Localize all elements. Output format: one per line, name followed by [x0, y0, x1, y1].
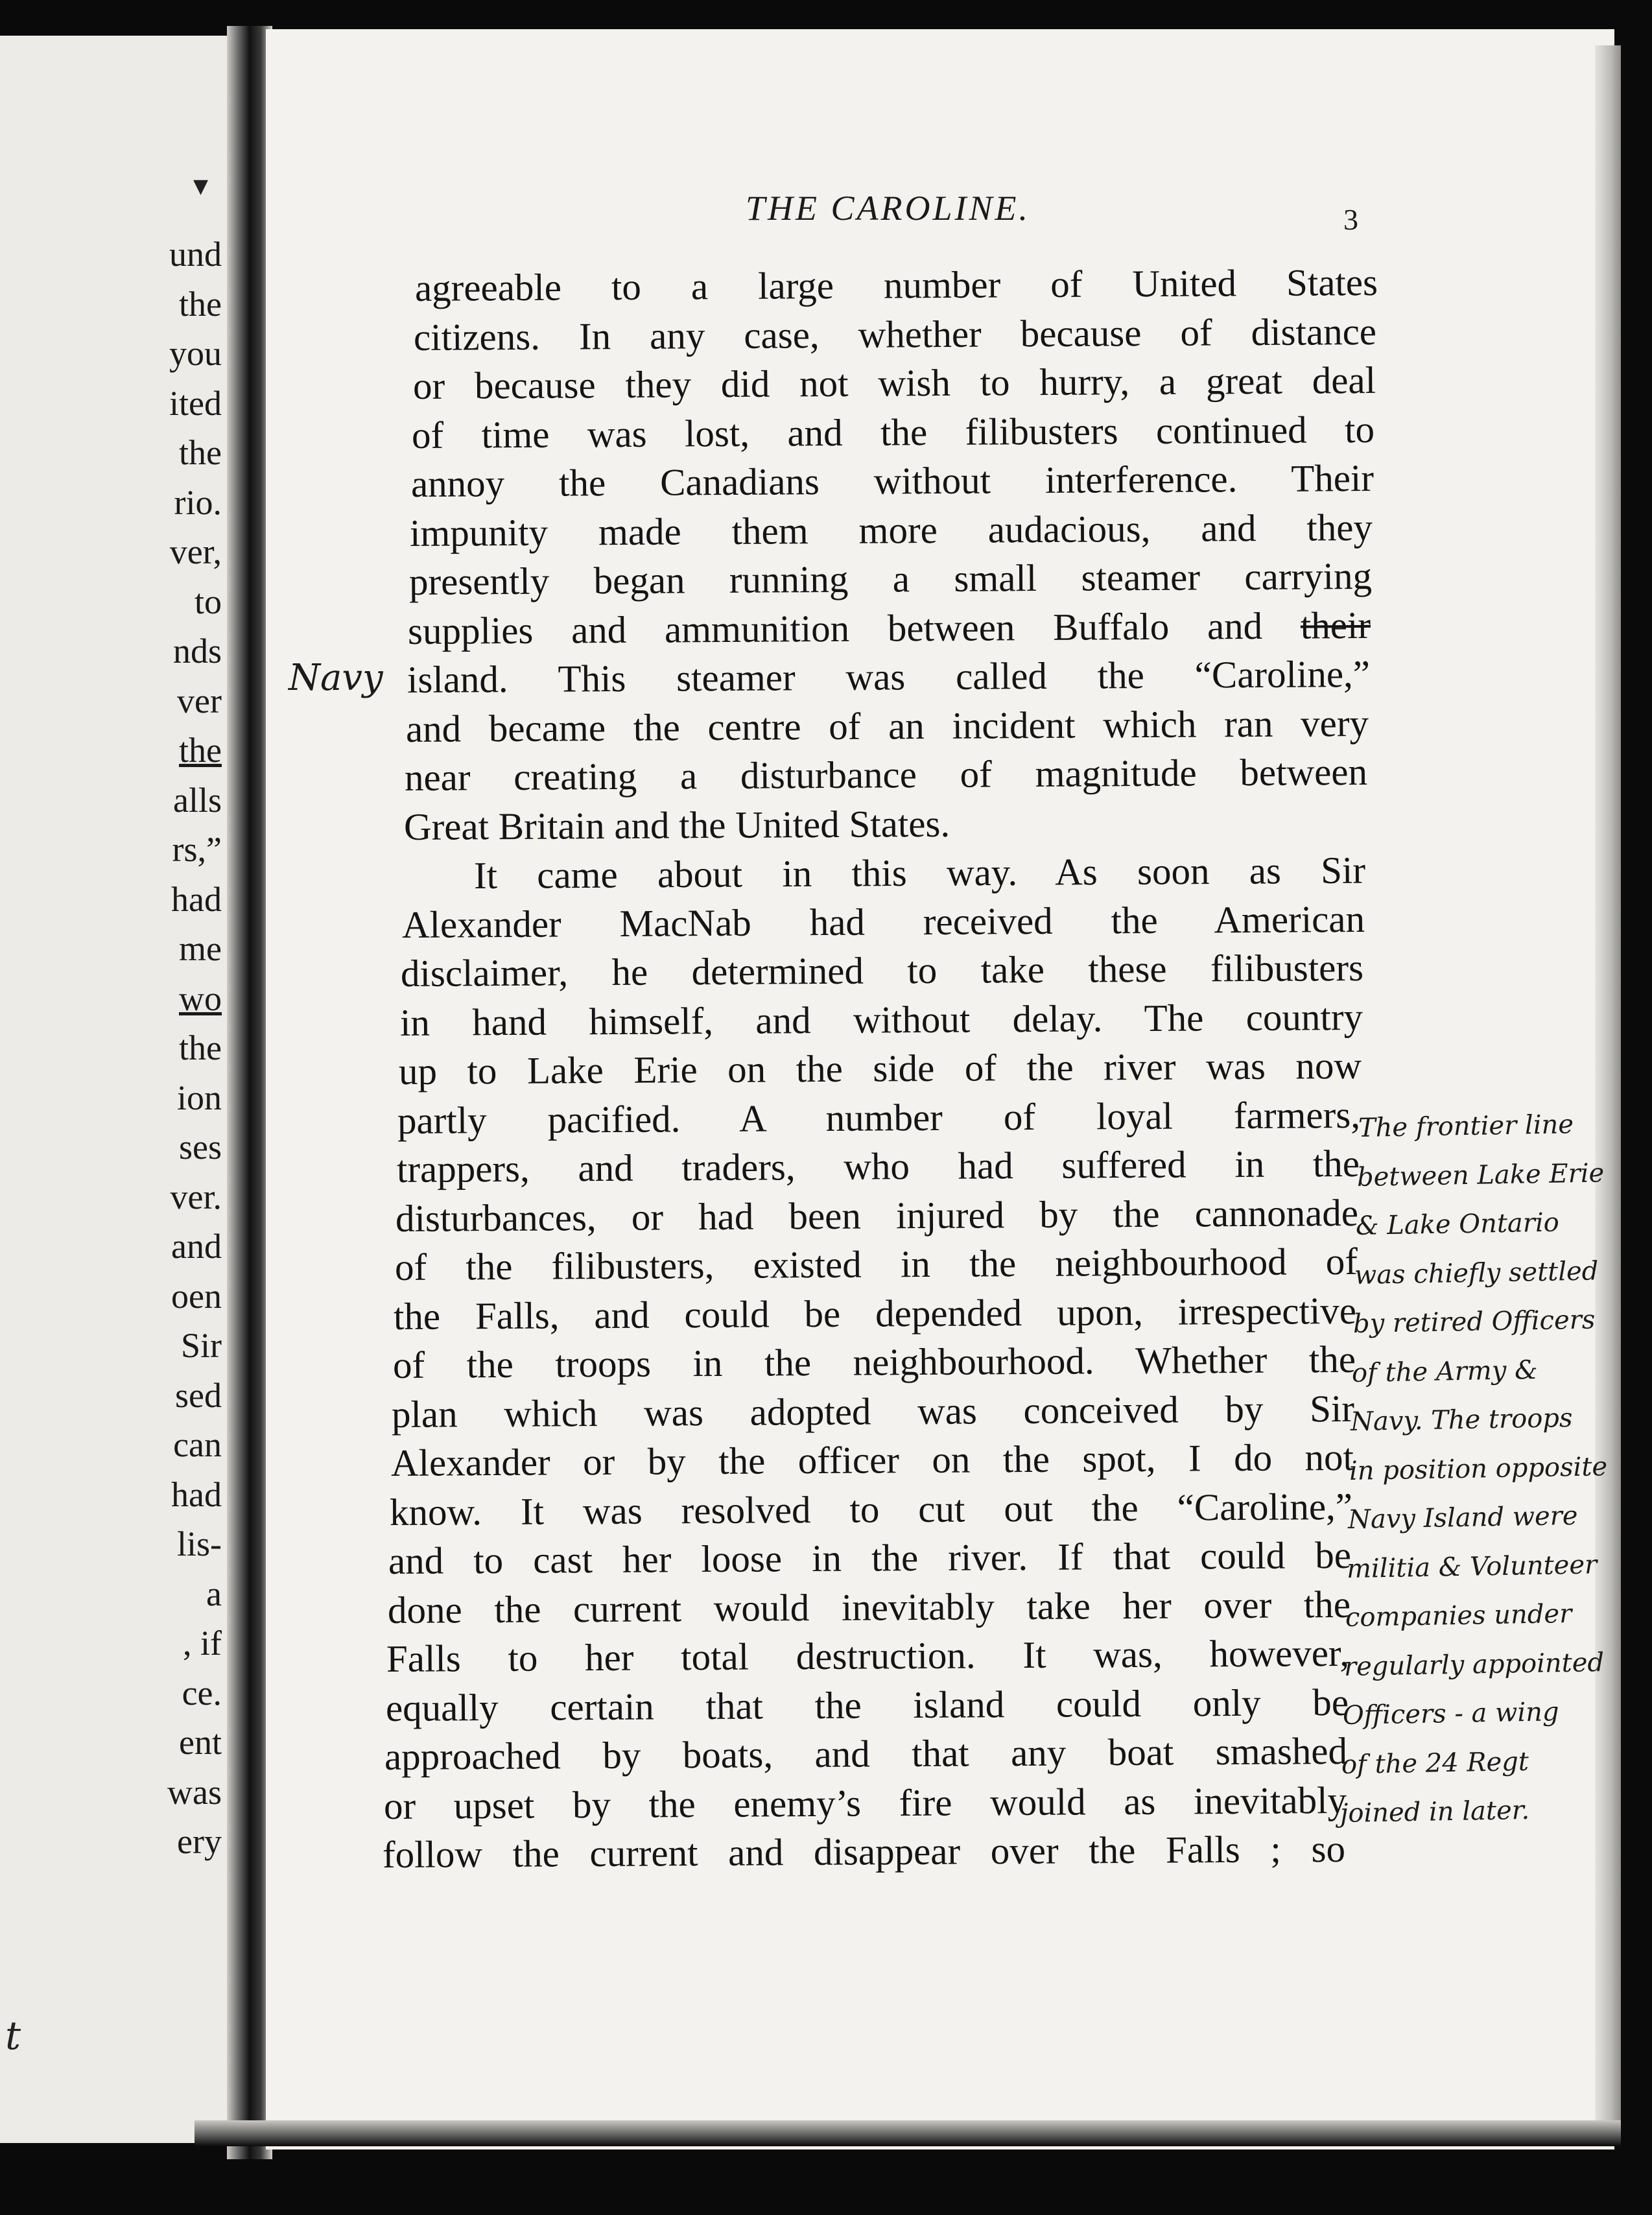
- text-line-content: It came about in this way. As soon as Sir: [474, 848, 1366, 897]
- margin-note-line: Navy. The troops: [1350, 1403, 1573, 1437]
- left-page-line: wo: [179, 978, 222, 1018]
- text-line-content: up to Lake Erie on the side of the river was now: [398, 1043, 1362, 1093]
- text-line: [384, 1729, 1348, 1778]
- text-line-content: the Falls, and could be depended upon, irrespective: [393, 1288, 1357, 1338]
- left-page-line: the: [179, 433, 222, 472]
- text-line-content: and became the centre of an incident which ran very: [405, 701, 1369, 750]
- text-line: [382, 1827, 1346, 1876]
- text-line: [388, 1533, 1352, 1582]
- text-line-content: of the troops in the neighbourhood. Whether the: [392, 1337, 1356, 1386]
- margin-note-line: militia & Volunteer: [1346, 1549, 1598, 1584]
- text-line-content: presently began running a small steamer carrying: [408, 554, 1372, 603]
- left-page-line: and: [171, 1227, 222, 1266]
- left-page-line: can: [173, 1425, 222, 1464]
- text-line: [392, 1337, 1356, 1386]
- text-line-content: Falls to her total destruction. It was, however,: [386, 1631, 1350, 1680]
- text-line-content: disturbances, or had been injured by the cannonade: [395, 1190, 1359, 1240]
- margin-note-line: in position opposite: [1349, 1451, 1608, 1486]
- margin-note-line: by retired Officers: [1352, 1305, 1596, 1339]
- page-number: 3: [1343, 203, 1358, 236]
- margin-note-line: Navy Island were: [1347, 1500, 1578, 1535]
- left-page-line: sed: [175, 1375, 222, 1415]
- left-page-line: had: [171, 879, 222, 919]
- left-page-line: nds: [172, 632, 222, 670]
- left-page-line: Sir: [180, 1326, 222, 1365]
- text-line: [414, 260, 1378, 309]
- margin-note-line: of the 24 Regt: [1341, 1746, 1529, 1780]
- text-line-content: follow the current and disappear over the Falls ; so: [382, 1827, 1346, 1876]
- text-line: [400, 945, 1364, 995]
- margin-note-line: joined in later.: [1339, 1795, 1530, 1829]
- left-page-line: rs,”: [172, 830, 222, 869]
- text-line-content: Alexander MacNab had received the American: [401, 897, 1365, 946]
- text-line-content: Alexander or by the officer on the spot, I do not: [390, 1435, 1354, 1484]
- text-line-content: annoy the Canadians without interference. Their: [410, 456, 1374, 505]
- left-page-line: to: [194, 582, 222, 621]
- margin-note-line: Officers - a wing: [1342, 1697, 1559, 1731]
- text-line: [403, 801, 950, 848]
- text-line: [397, 1093, 1361, 1142]
- text-line: [399, 995, 1363, 1044]
- text-line-content: of time was lost, and the filibusters continued to: [412, 407, 1375, 456]
- text-line-content: supplies and ammunition between Buffalo and: [407, 604, 1263, 652]
- margin-note-line: & Lake Ontario: [1355, 1207, 1560, 1241]
- margin-note-line: The frontier line: [1358, 1109, 1574, 1143]
- text-line: [407, 603, 1371, 652]
- text-line-content: plan which was adopted was conceived by Sir: [391, 1386, 1355, 1436]
- left-page-line: ited: [169, 383, 222, 423]
- margin-annotation-navy: Navy: [289, 657, 383, 699]
- text-line: [412, 358, 1376, 407]
- ink-mark: ▼: [193, 175, 209, 198]
- left-page-line: rio.: [174, 482, 222, 522]
- text-line: [396, 1141, 1360, 1190]
- text-line: [385, 1680, 1349, 1729]
- text-line: [383, 1778, 1347, 1827]
- text-line-content: Great Britain and the United States.: [403, 801, 950, 848]
- text-line-content: and to cast her loose in the river. If that could be: [388, 1533, 1352, 1582]
- left-page-line: the: [179, 731, 222, 770]
- left-page-line: alls: [173, 780, 222, 820]
- left-page-line: ver: [177, 681, 222, 720]
- left-page-handwriting: t: [5, 2013, 21, 2059]
- struck-word: their: [1300, 603, 1371, 647]
- left-page-line: ent: [179, 1723, 222, 1762]
- text-line: [405, 750, 1368, 799]
- left-page-line: ion: [176, 1078, 222, 1117]
- page-edge: [1595, 45, 1621, 2133]
- text-line: [398, 1043, 1362, 1093]
- previous-page-fragment: [0, 36, 227, 2143]
- text-line: [395, 1190, 1359, 1240]
- text-line: [409, 505, 1373, 554]
- text-line: [414, 309, 1377, 359]
- text-line: [390, 1435, 1354, 1484]
- text-line: [391, 1386, 1355, 1436]
- text-line-content: agreeable to a large number of United States: [414, 260, 1378, 309]
- text-line-content: done the current would inevitably take her over the: [387, 1582, 1351, 1631]
- text-line-content: trappers, and traders, who had suffered in the: [396, 1141, 1360, 1190]
- text-line-content: know. It was resolved to cut out the “Caroline,”: [389, 1484, 1353, 1534]
- left-page-line: ses: [179, 1128, 222, 1167]
- text-line-content: of the filibusters, existed in the neighbourhood of: [394, 1239, 1358, 1288]
- text-line: [401, 897, 1365, 946]
- text-line-content: island. This steamer was called the “Caroline,”: [407, 652, 1370, 701]
- page-bottom-edge: [195, 2120, 1621, 2146]
- left-page-line: oen: [171, 1276, 222, 1316]
- text-line-content: or because they did not wish to hurry, a great deal: [412, 358, 1376, 407]
- left-page-line: ce.: [182, 1673, 222, 1712]
- running-head: THE CAROLINE.: [746, 189, 1031, 228]
- left-page-line: ery: [177, 1822, 222, 1861]
- left-page-line: ver.: [170, 1177, 222, 1216]
- left-page-line: was: [167, 1772, 222, 1812]
- text-line: [389, 1484, 1353, 1534]
- left-page-line: und: [169, 235, 222, 274]
- text-line: [408, 554, 1372, 603]
- left-page-line: ver,: [169, 532, 222, 571]
- text-line: [410, 456, 1374, 505]
- left-page-line: had: [171, 1475, 222, 1514]
- text-line: [394, 1239, 1358, 1288]
- text-line: [386, 1631, 1350, 1680]
- text-line-content: impunity made them more audacious, and they: [409, 505, 1373, 554]
- text-line-content: citizens. In any case, whether because of distance: [414, 309, 1377, 359]
- text-line: [412, 407, 1375, 456]
- text-line-content: partly pacified. A number of loyal farmers,: [397, 1093, 1361, 1142]
- margin-note-line: was chiefly settled: [1354, 1255, 1599, 1290]
- text-line: [405, 701, 1369, 750]
- left-page-line: the: [179, 284, 222, 324]
- margin-note-line: of the Army &: [1351, 1355, 1539, 1388]
- text-line-content: in hand himself, and without delay. The country: [399, 995, 1363, 1044]
- text-line: [387, 1582, 1351, 1631]
- margin-note-line: companies under: [1345, 1598, 1572, 1633]
- left-page-line: you: [169, 334, 222, 373]
- text-line-content: disclaimer, he determined to take these filibusters: [400, 945, 1364, 995]
- margin-note-line: between Lake Erie: [1356, 1157, 1605, 1192]
- text-line-content: or upset by the enemy’s fire would as inevitably: [383, 1778, 1347, 1827]
- text-line: [393, 1288, 1357, 1338]
- left-page-line: a: [206, 1574, 222, 1613]
- left-page-line: lis-: [176, 1524, 222, 1563]
- text-line: [407, 652, 1370, 701]
- left-page-line: the: [179, 1028, 222, 1067]
- text-line-content: equally certain that the island could only be: [385, 1680, 1349, 1729]
- text-line-content: near creating a disturbance of magnitude between: [405, 750, 1368, 799]
- left-page-line: me: [179, 929, 222, 968]
- text-line-content: approached by boats, and that any boat smashed: [384, 1729, 1348, 1778]
- text-line: [474, 848, 1366, 897]
- left-page-line: , if: [183, 1624, 222, 1663]
- margin-note-line: regularly appointed: [1343, 1647, 1605, 1682]
